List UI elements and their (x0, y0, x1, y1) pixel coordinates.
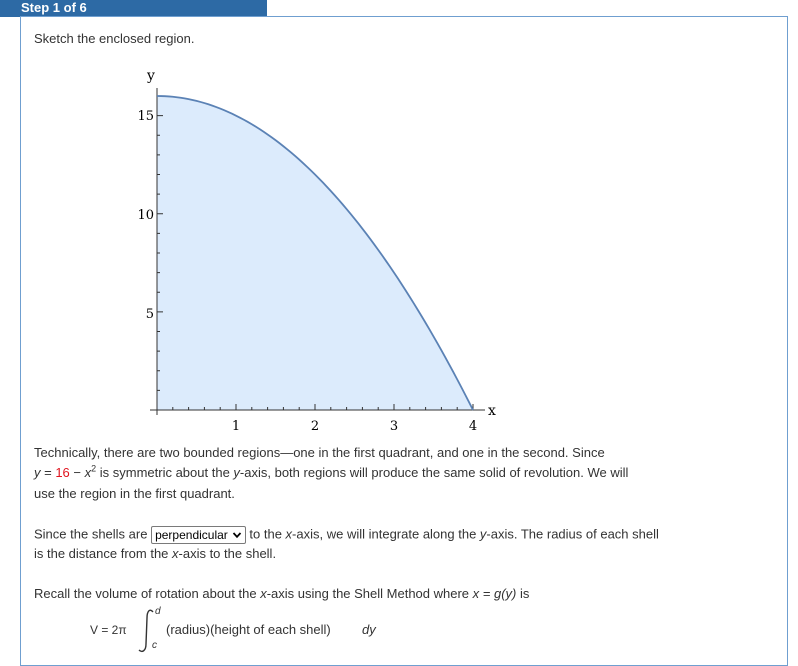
eq-equals: = (40, 465, 56, 480)
para1-text-b: -axis, both regions will produce the same solid of revolution. We will (239, 465, 629, 480)
step-tab (0, 0, 267, 17)
para3-text-a: Recall the volume of rotation about the (34, 586, 261, 601)
x-tick-label-4: 4 (468, 419, 478, 432)
para2-x: x (285, 526, 293, 542)
para1-line1: Technically, there are two bounded regions—one in the first quadrant, and one in the second. Since (34, 445, 605, 460)
select-value: perpendicular (155, 528, 228, 542)
step-label: Step 1 of 6 (21, 0, 87, 15)
para3-x: x (260, 586, 267, 601)
x-tick-label-3: 3 (389, 419, 399, 432)
eq-y: y (34, 465, 41, 480)
para3-text-c: is (516, 586, 530, 601)
x-tick-label-2: 2 (310, 419, 320, 432)
para3-text-b: -axis using the Shell Method where (266, 586, 473, 601)
para2-line1 (34, 526, 659, 544)
y-tick-label-5: 5 (145, 307, 154, 322)
para2-y: y (479, 526, 487, 542)
region-graph (120, 62, 640, 432)
intro-text: Sketch the enclosed region. (34, 31, 195, 46)
y-tick-label-10: 10 (137, 208, 154, 223)
eq-exponent: 2 (91, 463, 97, 474)
orientation-select[interactable] (151, 526, 246, 544)
para2-text-b: to the (245, 526, 286, 542)
para2-line2 (34, 546, 276, 561)
para2-text-e: is the distance from the (34, 546, 173, 561)
para1-y: y (233, 465, 240, 480)
region-fill (157, 96, 473, 410)
x-axis-label: x (488, 403, 496, 419)
y-tick-label-15: 15 (137, 109, 154, 124)
eq-constant: 16 (55, 465, 70, 480)
para2-text-f: -axis to the shell. (178, 546, 277, 561)
formula-body: (radius)(height of each shell) (166, 622, 331, 637)
upper-limit: d (155, 606, 161, 617)
para2-text-a: Since the shells are (34, 526, 152, 542)
para1-line3: use the region in the first quadrant. (34, 486, 235, 501)
eq-x: x (84, 465, 92, 480)
eq-minus: − (69, 465, 85, 480)
para2-text-c: -axis, we will integrate along the (292, 526, 480, 542)
x-tick-label-1: 1 (231, 419, 241, 432)
para3-equation: x = g(y) (472, 586, 517, 601)
lower-limit: c (152, 640, 157, 651)
chevron-down-icon (232, 530, 242, 540)
y-axis-label: y (147, 68, 155, 84)
formula-lhs: V = 2π (90, 623, 127, 637)
para1-line2 (34, 465, 628, 480)
para2-text-d: -axis. The radius of each shell (486, 526, 659, 542)
para2-x2: x (172, 546, 179, 561)
para1-text-a: is symmetric about the (96, 465, 234, 480)
para3-line (34, 586, 529, 601)
formula-dy: dy (362, 622, 376, 637)
